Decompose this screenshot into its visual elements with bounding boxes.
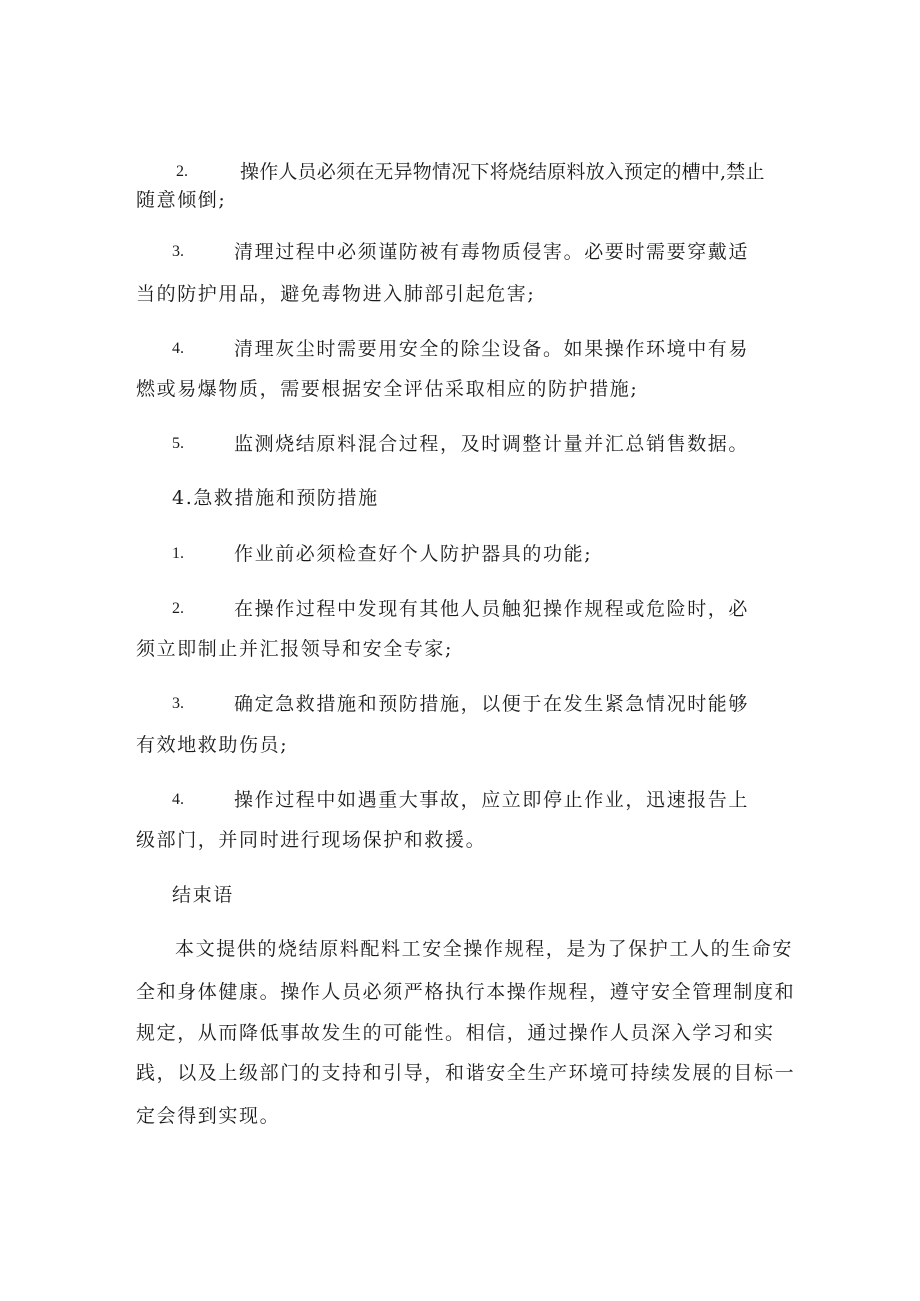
- item-number: 2.: [176, 163, 188, 180]
- item-text-line: 清理灰尘时需要用安全的除尘设备。如果操作环境中有易: [234, 338, 750, 360]
- item-text-line: 级部门，并同时进行现场保护和救援。: [136, 829, 487, 851]
- item-text-line: 监测烧结原料混合过程，及时调整计量并汇总销售数据。: [234, 433, 750, 455]
- conclusion-text-line: 定会得到实现。: [136, 1105, 281, 1127]
- item-text-line: 清理过程中必须谨防被有毒物质侵害。必要时需要穿戴适: [234, 241, 750, 263]
- item-text-line: 燃或易爆物质，需要根据安全评估采取相应的防护措施;: [136, 378, 639, 400]
- item-text-line: 须立即制止并汇报领导和安全专家;: [136, 638, 454, 660]
- item-text-line: 作业前必须检查好个人防护器具的功能;: [234, 543, 593, 565]
- item-text-line: 有效地救助伤员;: [136, 734, 289, 756]
- conclusion-heading: 结束语: [172, 884, 234, 906]
- item-text-line: 确定急救措施和预防措施，以便于在发生紧急情况时能够: [234, 693, 750, 715]
- item-number: 1.: [172, 545, 184, 562]
- item-text-line: 在操作过程中发现有其他人员触犯操作规程或危险时，必: [234, 598, 750, 620]
- conclusion-text-line: 全和身体健康。操作人员必须严格执行本操作规程，遵守安全管理制度和: [136, 981, 796, 1003]
- item-number: 3.: [172, 695, 184, 712]
- item-text-line: 随意倾倒;: [136, 189, 227, 211]
- item-text-line: 操作过程中如遇重大事故，应立即停止作业，迅速报告上: [234, 789, 750, 811]
- item-number: 2.: [172, 600, 184, 617]
- item-number: 4.: [172, 791, 184, 808]
- conclusion-text-line: 践，以及上级部门的支持和引导，和谐安全生产环境可持续发展的目标一: [136, 1062, 796, 1084]
- conclusion-text-line: 规定，从而降低事故发生的可能性。相信，通过操作人员深入学习和实: [136, 1022, 775, 1044]
- item-text-line: 操作人员必须在无异物情况下将烧结原料放入预定的槽中,禁止: [240, 161, 765, 183]
- section-heading: 4.急救措施和预防措施: [172, 487, 379, 509]
- item-number: 4.: [172, 340, 184, 357]
- item-text-line: 当的防护用品，避免毒物进入肺部引起危害;: [136, 283, 536, 305]
- conclusion-text-line: 本文提供的烧结原料配料工安全操作规程，是为了保护工人的生命安: [175, 938, 794, 960]
- item-number: 3.: [172, 243, 184, 260]
- item-number: 5.: [172, 435, 184, 452]
